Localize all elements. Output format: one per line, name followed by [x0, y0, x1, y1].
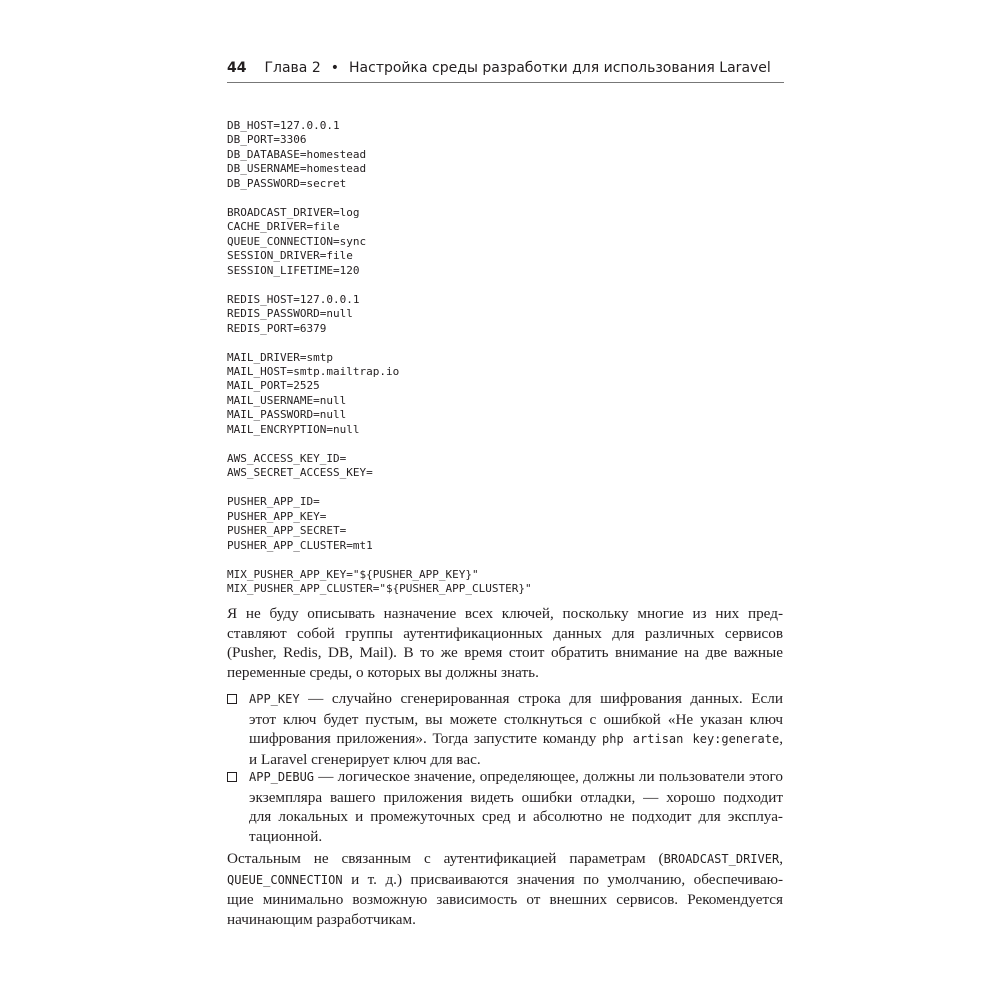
code-line: DB_PORT=3306 — [227, 133, 307, 147]
checkbox-bullet-icon — [227, 772, 237, 782]
text: — логическое значение, определяющее, должны ли пользователи этого — [314, 768, 783, 785]
code-line — [227, 278, 532, 292]
chapter-label: Глава 2 — [264, 60, 321, 76]
list-item-app-key — [227, 689, 783, 769]
code-line — [227, 481, 532, 495]
code-line: REDIS_PORT=6379 — [227, 321, 327, 335]
code-line: MIX_PUSHER_APP_CLUSTER="${PUSHER_APP_CLUSTER}" — [227, 582, 532, 595]
code-line: SESSION_LIFETIME=120 — [227, 263, 360, 277]
code-line: MAIL_USERNAME=null — [227, 393, 347, 407]
code-line: SESSION_DRIVER=file — [227, 249, 353, 263]
code-line: PUSHER_APP_ID= — [227, 495, 320, 509]
code-inline: APP_DEBUG — [249, 770, 315, 784]
code-line: PUSHER_APP_CLUSTER=mt1 — [227, 538, 373, 552]
text-line: щие минимально возможную зависимость от внешних сервисов. Рекомендуется — [227, 891, 783, 908]
text: — случайно сгенерированная строка для шифрования данных. Если — [299, 690, 783, 707]
code-inline: php artisan key:generate — [602, 732, 780, 746]
code-line — [227, 437, 532, 451]
code-line: MAIL_ENCRYPTION=null — [227, 422, 360, 436]
code-inline: BROADCAST_DRIVER — [663, 852, 780, 866]
code-line: MAIL_HOST=smtp.mailtrap.io — [227, 364, 400, 378]
text: Остальным не связанным с аутентификацией параметрам ( — [227, 850, 664, 867]
code-inline: QUEUE_CONNECTION — [227, 872, 343, 887]
header-rule — [227, 82, 784, 83]
code-line: MAIL_PORT=2525 — [227, 379, 320, 393]
code-line — [227, 336, 532, 350]
code-line: CACHE_DRIVER=file — [227, 220, 340, 234]
text-line: ставляют собой группы аутентификационных данных для различных сервисов — [227, 624, 783, 642]
paragraph-intro — [227, 604, 783, 682]
code-line — [227, 553, 532, 567]
code-line: QUEUE_CONNECTION=sync — [227, 234, 367, 248]
checkbox-bullet-icon — [227, 694, 237, 704]
code-line: MAIL_PASSWORD=null — [227, 408, 347, 422]
text-line: начинающим разработчикам. — [227, 910, 416, 928]
text-line: (Pusher, Redis, DB, Mail). В то же время стоит обратить внимание на две важные — [227, 644, 783, 661]
text: шифрования приложения». Тогда запустите команду — [249, 730, 603, 747]
code-inline: APP_KEY — [249, 692, 300, 706]
text-line: и Laravel сгенерирует ключ для вас. — [249, 750, 481, 768]
code-line: MAIL_DRIVER=smtp — [227, 350, 333, 364]
code-line: DB_PASSWORD=secret — [227, 176, 347, 190]
code-line: MIX_PUSHER_APP_KEY="${PUSHER_APP_KEY}" — [227, 567, 479, 581]
text-line: этот ключ будет пустым, вы можете столкнуться с ошибкой «Не указан ключ — [249, 710, 783, 728]
text: , — [779, 730, 783, 747]
text-line: Я не буду описывать назначение всех ключей, поскольку многие из них пред- — [227, 605, 783, 622]
code-line: DB_DATABASE=homestead — [227, 147, 367, 161]
code-line: REDIS_HOST=127.0.0.1 — [227, 292, 360, 306]
text: и т. д.) присваиваются значения по умолчанию, обеспечиваю- — [342, 870, 783, 888]
code-line: BROADCAST_DRIVER=log — [227, 205, 360, 219]
page-number: 44 — [227, 60, 247, 76]
code-line: REDIS_PASSWORD=null — [227, 307, 353, 321]
code-line: DB_HOST=127.0.0.1 — [227, 119, 340, 132]
code-line: PUSHER_APP_KEY= — [227, 509, 327, 523]
text-line: экземпляра вашего приложения видеть ошибки отладки, — хорошо подходит — [249, 788, 783, 806]
text: , — [779, 850, 783, 867]
text-line: для локальных и промежуточных сред и абсолютно не подходит для эксплуа- — [249, 808, 783, 825]
list-item-app-debug — [227, 767, 783, 846]
code-line: AWS_ACCESS_KEY_ID= — [227, 451, 347, 465]
text-line: тационной. — [249, 827, 323, 845]
code-line — [227, 191, 532, 205]
code-line: PUSHER_APP_SECRET= — [227, 524, 347, 538]
running-header — [227, 60, 783, 80]
paragraph-conclusion — [227, 849, 783, 929]
code-listing — [227, 119, 532, 596]
chapter-title: Настройка среды разработки для использования Laravel — [349, 60, 771, 76]
code-line: DB_USERNAME=homestead — [227, 162, 367, 176]
header-separator: • — [330, 60, 340, 76]
code-line: AWS_SECRET_ACCESS_KEY= — [227, 466, 373, 480]
text-line: переменные среды, о которых вы должны знать. — [227, 663, 539, 681]
